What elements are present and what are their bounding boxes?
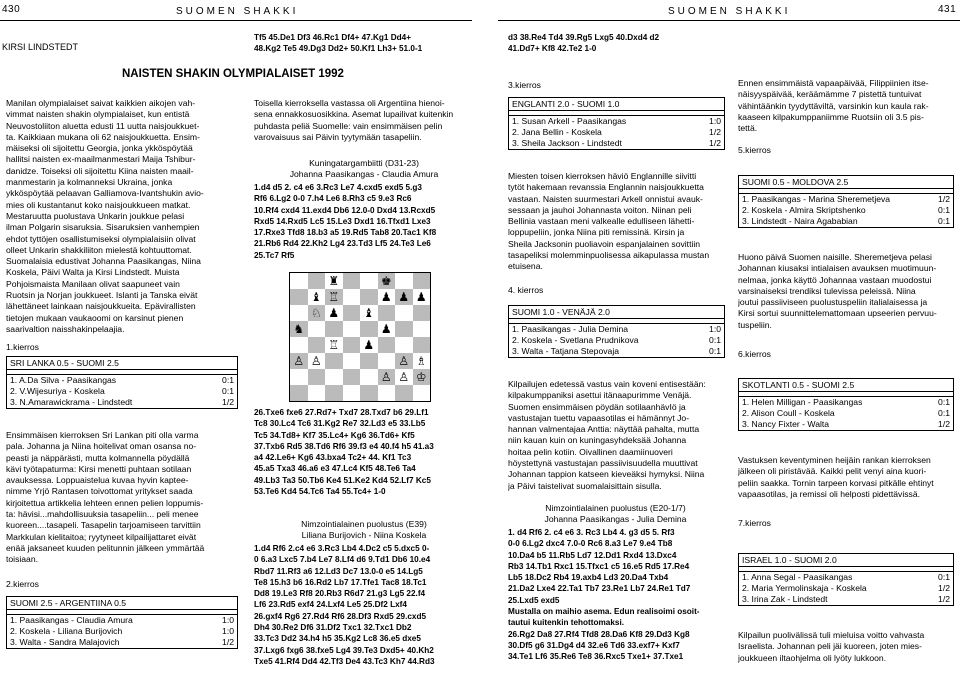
text-line: lähettäneet lainkaan naisjoukkueita. Epävirallisten <box>6 301 196 312</box>
text-line: Ennen ensimmäistä vapaapäivää, Filippiinien itse- <box>738 78 929 88</box>
board-square <box>395 273 413 289</box>
text-line: Neuvostoliiton aluetta edusti 11 uutta naisjoukkuet- <box>6 120 200 131</box>
board-square <box>378 369 396 385</box>
board-square <box>343 305 361 321</box>
text-line: 1.d4 Rf6 2.c4 e6 3.Rc3 Lb4 4.Dc2 c5 5.dxc5 0- <box>254 544 430 553</box>
text-line: 34.Te1 Lf6 35.Re6 Te8 36.Rxc5 Txe1+ 37.Txe1 <box>508 652 684 662</box>
right-page-number: 431 <box>938 4 957 15</box>
chess-piece-icon: ♙ <box>293 354 305 368</box>
chess-piece-icon: ♔ <box>415 370 427 384</box>
text-line: Nimzointialainen puolustus (E20-1/7) <box>545 503 686 513</box>
text-line: varovaisuus sai Päivin tyytymään tasapeliin. <box>254 131 422 142</box>
text-line: ehdot tyttöjen osallistumiseksi olympialaisiin olivat <box>6 233 196 244</box>
table-round7 <box>738 553 954 606</box>
text-line: enää jaksaneet kuuden pelitunnin jälkeen ymmärtää <box>6 542 205 553</box>
text-line: 10.Rf4 cxd4 11.exd4 Db6 12.0-0 Dxd4 13.Rcxd5 <box>254 205 436 215</box>
chess-piece-icon: ♟ <box>380 322 392 336</box>
author-name: KIRSI LINDSTEDT <box>2 42 79 52</box>
text-line: Johannan kiusaksi intialaisen avauksen muotimuun- <box>738 263 937 274</box>
board-square <box>343 273 361 289</box>
text-line: puhdasta peliä Suomelle: vain ensimmäisen pelin <box>254 120 443 131</box>
board-square <box>395 289 413 305</box>
text-line: kirjoitettua artikkelia lehteen ennen pelien loppumis- <box>6 497 204 508</box>
text-line: Mustalla on maihio asema. Edun realisoimi osoit- <box>508 607 700 617</box>
text-line: Tc8 30.Lc4 Tc6 31.Kg2 Re7 32.Ld3 e5 33.Lb5 <box>254 419 426 429</box>
col2-top-moves <box>254 32 474 55</box>
text-line: 37.Txb6 Rd5 38.Td6 Rf6 39.f3 e4 40.f4 h5 41.a3 <box>254 441 434 451</box>
round3-label: 3.kierros <box>508 80 541 90</box>
table-round3 <box>508 97 725 150</box>
board-square <box>290 273 308 289</box>
text-line: danidze. Toiseksi oli sijoitettu Kiina naisten maail- <box>6 165 194 176</box>
board-square <box>395 353 413 369</box>
text-line: Johanna Paasikangas - Julia Demina <box>544 514 687 525</box>
text-line: 37.Lxg6 fxg6 38.fxe5 Lg4 39.Te3 Dxd5+ 40.Kh2 <box>254 645 434 655</box>
board-square <box>413 273 431 289</box>
table-row: 1. Paasikangas - Marina Sheremetjeva 1/2 <box>742 194 950 204</box>
game2-moves <box>254 543 474 667</box>
table-round6 <box>738 378 954 431</box>
board-square <box>343 369 361 385</box>
table-row: 3. Irina Zak - Lindstedt 1/2 <box>742 594 950 604</box>
board-square <box>325 305 343 321</box>
table-row: 3. Lindstedt - Naira Agababian 0:1 <box>742 216 950 226</box>
board-square <box>413 369 431 385</box>
text-line: 1. d4 Rf6 2. c4 e6 3. Rc3 Lb4 4. g3 d5 5. Rf3 <box>508 528 675 537</box>
text-line: joukkueen iltaohjelma oli lyöty lukkoon. <box>738 652 887 663</box>
text-line: 45.a5 Txa3 46.a6 e3 47.Lc4 Kf5 48.Te6 Ta4 <box>254 464 416 474</box>
board-square <box>308 289 326 305</box>
text-line: tasapeliksi molemminpuolisessa aikapulassa mustan <box>508 250 710 261</box>
table-row: 3. Nancy Fixter - Walta 1/2 <box>742 419 950 429</box>
table-round1 <box>6 356 238 409</box>
round6-label: 6.kierros <box>738 349 771 359</box>
text-line: kilpakumppaniksi asettui itänaapurimme Venäjä. <box>508 390 692 401</box>
text-line: höystettynä vastustajan passiivisuudella muuttivat <box>508 458 698 469</box>
table-row: 1. Paasikangas - Claudia Amura 1:0 <box>10 615 234 625</box>
board-square <box>308 321 326 337</box>
board-square <box>325 369 343 385</box>
text-line: Toisella kierroksella vastassa oli Argentiina hienoi- <box>254 98 445 108</box>
board-square <box>290 337 308 353</box>
text-line: Dd8 19.Le3 Rf8 20.Rb3 R6d7 21.g3 Lg5 22.f4 <box>254 589 426 599</box>
board-square <box>395 385 413 401</box>
text-line: hoitaa pelin kotiin. Oivallinen daamiinuoveri <box>508 446 673 457</box>
board-square <box>308 305 326 321</box>
text-line: Lf6 23.Rd5 exf4 24.Lxf4 Le5 25.Df2 Lxf4 <box>254 600 407 610</box>
board-square <box>343 353 361 369</box>
table-row: 3. Walta - Sandra Malajovich 1/2 <box>10 637 234 647</box>
text-line: Rbd7 11.Rf3 a6 12.Ld3 Dc7 13.0-0 e5 14.Lg5 <box>254 566 423 576</box>
text-line: ta: hävisi...mahdollisuuksia tasapeliin... peli menee <box>6 509 199 520</box>
text-line: Manilan olympialaiset saivat kaikkien aikojen vah- <box>6 98 196 108</box>
board-square <box>325 337 343 353</box>
board-square <box>413 353 431 369</box>
chess-piece-icon: ♝ <box>363 306 375 320</box>
text-line: loppupeliin, jonka Niina piti remissinä. Kirsin ja <box>508 227 685 238</box>
text-line: 21.Rb6 Rd4 22.Kh2 Lg4 23.Td3 Lf5 24.Te3 Le6 <box>254 239 431 249</box>
text-line: Huono päivä Suomen naisille. Sheremetjeva pelasi <box>738 252 932 262</box>
board-square <box>378 321 396 337</box>
chess-piece-icon: ♙ <box>398 370 410 384</box>
col4-paragraph1 <box>738 78 958 134</box>
board-square <box>290 385 308 401</box>
chess-piece-icon: ♜ <box>328 274 340 288</box>
chess-piece-icon: ♞ <box>293 322 305 336</box>
right-running-title: SUOMEN SHAKKI <box>668 6 791 17</box>
table-title: SUOMI 2.5 - ARGENTIINA 0.5 <box>7 597 237 610</box>
col3-paragraph1 <box>508 171 723 273</box>
right-header-rule <box>498 20 960 21</box>
text-line: toisiaan. <box>6 554 39 565</box>
text-line: vapaasotilas, ja remissi oli helposti pidettävissä. <box>738 488 920 499</box>
board-square <box>360 353 378 369</box>
board-square <box>413 337 431 353</box>
chess-piece-icon: ♟ <box>398 290 410 304</box>
text-line: Pohjoismaista Manilaan olivat saapuneet vain <box>6 278 180 289</box>
table-row: 3. Walta - Tatjana Stepovaja 0:1 <box>512 346 721 356</box>
game1-moves <box>254 182 474 261</box>
text-line: Suomalaisia edustivat Johanna Paasikangas, Niina <box>6 256 201 267</box>
board-square <box>413 305 431 321</box>
chess-piece-icon: ♝ <box>310 290 322 304</box>
text-line: 25.Lxd5 exd5 <box>508 595 560 605</box>
table-round2 <box>6 596 238 649</box>
text-line: manmestarin ja kolmanneksi Ukraina, jonka <box>6 177 173 188</box>
round5-label: 5.kierros <box>738 145 771 155</box>
board-square <box>308 337 326 353</box>
text-line: varsinaiseksi trendiksi tulevissa peleissä. Niina <box>738 285 916 296</box>
text-line: 26.Rg2 Da8 27.Rf4 Tfd8 28.Da6 Kf8 29.Dd3 Kg8 <box>508 629 690 639</box>
text-line: Lb5 18.Dc2 Rb4 19.axb4 Ld3 20.Da4 Txb4 <box>508 573 669 583</box>
text-line: Ruotsin ja Norjan joukkueet. Islanti ja Tanska eivät <box>6 290 198 301</box>
text-line: 1.d4 d5 2. c4 e6 3.Rc3 Le7 4.cxd5 exd5 5.g3 <box>254 183 422 192</box>
table-row: 3. N.Amarawickrama - Lindstedt 1/2 <box>10 397 234 407</box>
table-row: 2. V.Wijesuriya - Koskela 0:1 <box>10 386 234 396</box>
text-line: Bellinia vastaan meni valkealle edulliseen lähetti- <box>508 216 695 227</box>
text-line: d3 38.Re4 Td4 39.Rg5 Lxg5 40.Dxd4 d2 <box>508 33 660 42</box>
text-line: ja Päivi taistelivat suomalaisittain sisulla. <box>508 480 662 491</box>
text-line: vastaan. Naisten suurmestari Arkell onnistui avauk- <box>508 193 703 204</box>
board-square <box>360 369 378 385</box>
board-square <box>290 369 308 385</box>
text-line: Miesten toisen kierroksen häviö Englannille siivitti <box>508 171 697 181</box>
board-square <box>290 353 308 369</box>
table-row: 2. Maria Yermolinskaja - Koskela 1/2 <box>742 583 950 593</box>
text-line: joutui passiiviseen puolustuspeliin italialaisessa ja <box>738 297 928 308</box>
board-square <box>308 353 326 369</box>
table-row: 1. Anna Segal - Paasikangas 0:1 <box>742 572 950 582</box>
text-line: 26.Txe6 fxe6 27.Rd7+ Txd7 28.Txd7 b6 29.Lf1 <box>254 408 429 417</box>
text-line: Tc5 34.Td8+ Kf7 35.Lc4+ Kg6 36.Td6+ Kf5 <box>254 430 415 440</box>
text-line: olleet Unkarin shakkiliiton mielestä kohtuuttomat. <box>6 244 192 255</box>
left-header-rule <box>0 20 472 21</box>
text-line: 30.Df5 g6 31.Dg4 d4 32.e6 Td6 33.exf7+ Kxf7 <box>508 640 680 650</box>
table-row: 1. Paasikangas - Julia Demina 1:0 <box>512 324 721 334</box>
text-line: Vastuksen keventyminen heijäin rankan kierroksen <box>738 455 931 465</box>
board-square <box>325 353 343 369</box>
text-line: Nimzointialainen puolustus (E39) <box>301 519 427 529</box>
board-square <box>343 385 361 401</box>
table-row: 2. Alison Coull - Koskela 0:1 <box>742 408 950 418</box>
text-line: kävi työtapaturma: Kirsi menetti puhtaan sotilaan <box>6 463 192 474</box>
text-line: Kilpailun puolivälissä tuli mieluisa voitto vahvasta <box>738 630 925 640</box>
game3-moves <box>508 527 723 663</box>
board-square <box>360 321 378 337</box>
board-square <box>290 305 308 321</box>
article-title: NAISTEN SHAKIN OLYMPIALAISET 1992 <box>122 68 344 80</box>
text-line: Israelista. Johannan peli jäi kuoreen, joten mies- <box>738 641 922 652</box>
table-row: 2. Koskela - Svetlana Prudnikova 0:1 <box>512 335 721 345</box>
table-title: SKOTLANTI 0.5 - SUOMI 2.5 <box>739 379 953 392</box>
board-square <box>308 385 326 401</box>
game1-heading <box>254 158 474 181</box>
text-line: Dh4 30.Re2 Df6 31.Df2 Txc1 32.Txc1 Db2 <box>254 623 412 633</box>
text-line: 49.Lb3 Ta3 50.Tb6 Ke4 51.Ke2 Kd4 52.Lf7 Kc5 <box>254 475 431 485</box>
chess-piece-icon: ♖ <box>328 338 340 352</box>
text-line: Txe5 41.Rf4 Dd4 42.Tf3 De4 43.Tc3 Kh7 44.Rd3 <box>254 656 435 666</box>
text-line: Kirsi sortui suunnittelemattomaan upseerien pervuu- <box>738 308 937 319</box>
chess-piece-icon: ♗ <box>415 354 427 368</box>
board-square <box>378 353 396 369</box>
chess-piece-icon: ♟ <box>328 306 340 320</box>
text-line: 33.Tc3 Dd2 34.h4 h5 35.Kg2 Lc8 36.e5 dxe5 <box>254 634 421 644</box>
board-square <box>395 305 413 321</box>
table-title: SUOMI 1.0 - VENÄJÄ 2.0 <box>509 306 724 319</box>
game3-heading <box>508 503 723 526</box>
round2-label: 2.kierros <box>6 579 39 589</box>
board-square <box>308 273 326 289</box>
col4-paragraph3 <box>738 455 958 500</box>
text-line: Rxd5 14.Rxd5 Lc5 15.Le3 Dxd1 16.Tfxd1 Lxe3 <box>254 216 431 226</box>
chess-piece-icon: ♙ <box>398 354 410 368</box>
board-square <box>378 337 396 353</box>
board-square <box>343 337 361 353</box>
board-square <box>413 321 431 337</box>
round7-label: 7.kierros <box>738 518 771 528</box>
text-line: peliin saakka. Tornin tarpeen korvasi pitkälle ehtinyt <box>738 477 934 488</box>
text-line: Sheila Jacksonin puoliavoin espanjalainen sovittiin <box>508 238 701 249</box>
text-line: 25.Tc7 Rf5 <box>254 250 295 260</box>
board-square <box>360 289 378 305</box>
table-title: ENGLANTI 2.0 - SUOMI 1.0 <box>509 98 724 111</box>
text-line: Rb3 14.Tb1 Rxc1 15.Tfxc1 c5 16.e5 Rd5 17.Re4 <box>508 561 690 571</box>
board-square <box>325 385 343 401</box>
table-row: 1. A.Da Silva - Paasikangas 0:1 <box>10 375 234 385</box>
text-line: tautui kuitenkin tehottomaksi. <box>508 618 625 628</box>
text-line: nimme Yrjö Rantasen toivottomat yritykset saada <box>6 486 193 497</box>
board-square <box>378 385 396 401</box>
text-line: nelmaa, jonka käyttö Johannaa vastaan muodostui <box>738 274 932 285</box>
chess-piece-icon: ♙ <box>380 370 392 384</box>
text-line: Te8 15.h3 b6 16.Rd2 Lb7 17.Tfe1 Tac8 18.Tc1 <box>254 577 427 587</box>
text-line: 48.Kg2 Te5 49.Dg3 Dd2+ 50.Kf1 Lh3+ 51.0-1 <box>254 44 423 54</box>
text-line: ta. Kaikkiaan mukana oli 62 naisjoukkuetta. Ensim- <box>6 131 200 142</box>
left-page-number: 430 <box>2 4 21 15</box>
text-line: hannan valmentajaa Anttia: näyttää pahalta, mutta <box>508 424 700 435</box>
text-line: vähintäänkin tyydyttäviltä, varsinkin kun kaula rak- <box>738 100 929 111</box>
text-line: hallitsi naisten ex-maailmanmestari Maija Tshibur- <box>6 154 196 165</box>
text-line: Ensimmäisen kierroksen Sri Lankan piti olla varma <box>6 430 199 440</box>
text-line: tuspeliin. <box>738 319 772 330</box>
text-line: jälkeen oli piristävää. Kaikki pelit venyi aina kuori- <box>738 466 927 477</box>
board-square <box>378 273 396 289</box>
board-square <box>360 273 378 289</box>
board-square <box>395 321 413 337</box>
text-line: 21.Da2 Lxe4 22.Ta1 Tb7 23.Re1 Lb7 24.Re1 Td7 <box>508 584 691 594</box>
text-line: avauksessa. Loppuaisteluа kuvaa hyvin kapteе- <box>6 475 189 486</box>
round1-label: 1.kierros <box>6 342 39 352</box>
text-line: 0-0 6.Lg2 dxc4 7.0-0 Rc6 8.a3 Le7 9.e4 Tb8 <box>508 539 673 549</box>
board-square <box>413 289 431 305</box>
text-line: Kuningatargambiitti (D31-23) <box>309 158 419 168</box>
text-line: Rf6 6.Lg2 0-0 7.h4 Le6 8.Rh3 c5 9.e3 Rc6 <box>254 194 412 204</box>
text-line: saarivaltion naisshakinpelaajia. <box>6 323 125 334</box>
text-line: 0 6.a3 Lxc5 7.b4 Le7 8.Lf4 d6 9.Td1 Db6 10.e4 <box>254 555 431 565</box>
left-running-title: SUOMEN SHAKKI <box>176 6 299 17</box>
text-line: Suomen ensimmäisen pöydän sotilaanhävIö ja <box>508 401 686 412</box>
text-line: tytöt hakemaan revanssia Englannin naisjoukkuetta <box>508 182 704 193</box>
text-line: vastustajan tuettu vapaasotilas ei hämännyt Jo- <box>508 412 690 423</box>
chess-piece-icon: ♟ <box>380 290 392 304</box>
board-square <box>360 337 378 353</box>
table-title: SRI LANKA 0.5 - SUOMI 2.5 <box>7 357 237 370</box>
chess-diagram <box>289 272 431 402</box>
board-square <box>360 385 378 401</box>
board-square <box>378 289 396 305</box>
table-round4 <box>508 305 725 358</box>
board-square <box>290 289 308 305</box>
chess-piece-icon: ♖ <box>328 290 340 304</box>
board-square <box>378 305 396 321</box>
text-line: Tf5 45.De1 Df3 46.Rc1 Df4+ 47.Kg1 Dd4+ <box>254 33 411 42</box>
text-line: 10.Da4 b5 11.Rb5 Ld7 12.Dd1 Rxd4 13.Dxc4 <box>508 550 677 560</box>
board-square <box>325 273 343 289</box>
board-square <box>325 289 343 305</box>
text-line: Johanna Paasikangas - Claudia Amura <box>289 169 439 180</box>
col3-paragraph2 <box>508 379 723 492</box>
game1-continuation <box>254 407 474 497</box>
chess-piece-icon: ♟ <box>363 338 375 352</box>
col1-paragraph2 <box>6 430 236 566</box>
chess-piece-icon: ♟ <box>415 290 427 304</box>
table-row: 3. Sheila Jackson - Lindstedt 1/2 <box>512 138 721 148</box>
text-line: pala. Johanna ja Niina hoitelivat oman osansa no- <box>6 441 197 452</box>
table-row: 1. Helen Milligan - Paasikangas 0:1 <box>742 397 950 407</box>
chess-piece-icon: ♚ <box>380 274 392 288</box>
text-line: 17.Rxe3 Tfd8 18.b3 a5 19.Rd5 Tab8 20.Tac1 Kf8 <box>254 228 437 238</box>
text-line: 53.Te6 Kd4 54.Tc6 Ta4 55.Tc4+ 1-0 <box>254 487 386 497</box>
table-row: 1. Susan Arkell - Paasikangas 1:0 <box>512 116 721 126</box>
board-square <box>395 369 413 385</box>
text-line: Koskela, Päivi Walta ja Kirsi Lindstedt. Muista <box>6 267 180 278</box>
table-row: 2. Jana Bellin - Koskela 1/2 <box>512 127 721 137</box>
text-line: Mestaruutta puolustava Unkarin joukkue pelasi <box>6 210 185 221</box>
table-row: 2. Koskela - Liliana Burijovich 1:0 <box>10 626 234 636</box>
text-line: Markkulan kielitaitoa; ryytyneet kilpailijattaret eivät <box>6 531 197 542</box>
text-line: kaaseen kilpakumppaniimme Ruotsiin oli 3.5 pis- <box>738 111 924 122</box>
table-title: ISRAEL 1.0 - SUOMI 2.0 <box>739 554 953 567</box>
text-line: Johannan tappion katseen kieveäksi hymyksi. Niina <box>508 469 705 480</box>
chess-piece-icon: ♙ <box>310 354 322 368</box>
table-round5 <box>738 175 954 228</box>
text-line: Kilpailujen edetessä vastus vain koveni entisestään: <box>508 379 706 389</box>
board-square <box>343 321 361 337</box>
text-line: sessaan ja jauhoi Johannasta voiton. Niinan peli <box>508 204 692 215</box>
text-line: Liliana Burijovich - Niina Koskela <box>301 530 427 541</box>
text-line: ykköspöytää pelaavan Galliamova-Ivantshukin avio- <box>6 188 204 199</box>
text-line: ilman Polgarin sisaruksia. Sisaruksien vanhempien <box>6 222 200 233</box>
board-square <box>360 305 378 321</box>
text-line: tietojen mukaan vaukaoomi on karsinut pienen <box>6 312 184 323</box>
board-square <box>395 337 413 353</box>
col4-paragraph2 <box>738 252 958 331</box>
text-line: sena ennakkosuosikkina. Asemat lupailivat kuitenkin <box>254 109 454 120</box>
col4-paragraph4 <box>738 630 958 664</box>
board-square <box>325 321 343 337</box>
text-line: niin kauan kuin on kuningasyhdeksää Johanna <box>508 435 687 446</box>
col2-paragraph <box>254 98 474 143</box>
board-square <box>290 321 308 337</box>
chess-piece-icon: ♘ <box>310 306 322 320</box>
text-line: peasti ja näppärästi, mutta kolmannella pöydällä <box>6 452 190 463</box>
round4-label: 4. kierros <box>508 285 544 295</box>
board-square <box>413 385 431 401</box>
text-line: etuisena. <box>508 261 543 272</box>
table-title: SUOMI 0.5 - MOLDOVA 2.5 <box>739 176 953 189</box>
text-line: 41.Dd7+ Kf8 42.Te2 1-0 <box>508 44 597 54</box>
text-line: kuoreen....tasapeli. Tasapelin tarjoamiseen tarvittiin <box>6 520 201 531</box>
text-line: mäiseksi oli sijoitettu Georgia, jonka ykköspöytää <box>6 143 193 154</box>
board-square <box>308 369 326 385</box>
text-line: mies oli kustantanut koko naisjoukkueen matkat. <box>6 199 191 210</box>
text-line: 26.gxf4 Rg6 27.Rd4 Rf6 28.Df3 Rxd5 29.cxd5 <box>254 611 427 621</box>
text-line: a4 42.Le6+ Kg6 43.bxa4 Tc2+ 44. Kf1 Tc3 <box>254 453 412 463</box>
col1-paragraph1 <box>6 98 236 335</box>
text-line: näisyyspäivää, keräämämme 7 pistettä tuntuivat <box>738 89 922 100</box>
table-row: 2. Koskela - Almira Skriptshenko 0:1 <box>742 205 950 215</box>
text-line: tettä. <box>738 123 758 134</box>
text-line: vimmat naisten shakin olympialaiset, kun entistä <box>6 109 190 120</box>
game2-heading <box>254 519 474 542</box>
board-square <box>343 289 361 305</box>
col3-top-moves <box>508 32 723 55</box>
